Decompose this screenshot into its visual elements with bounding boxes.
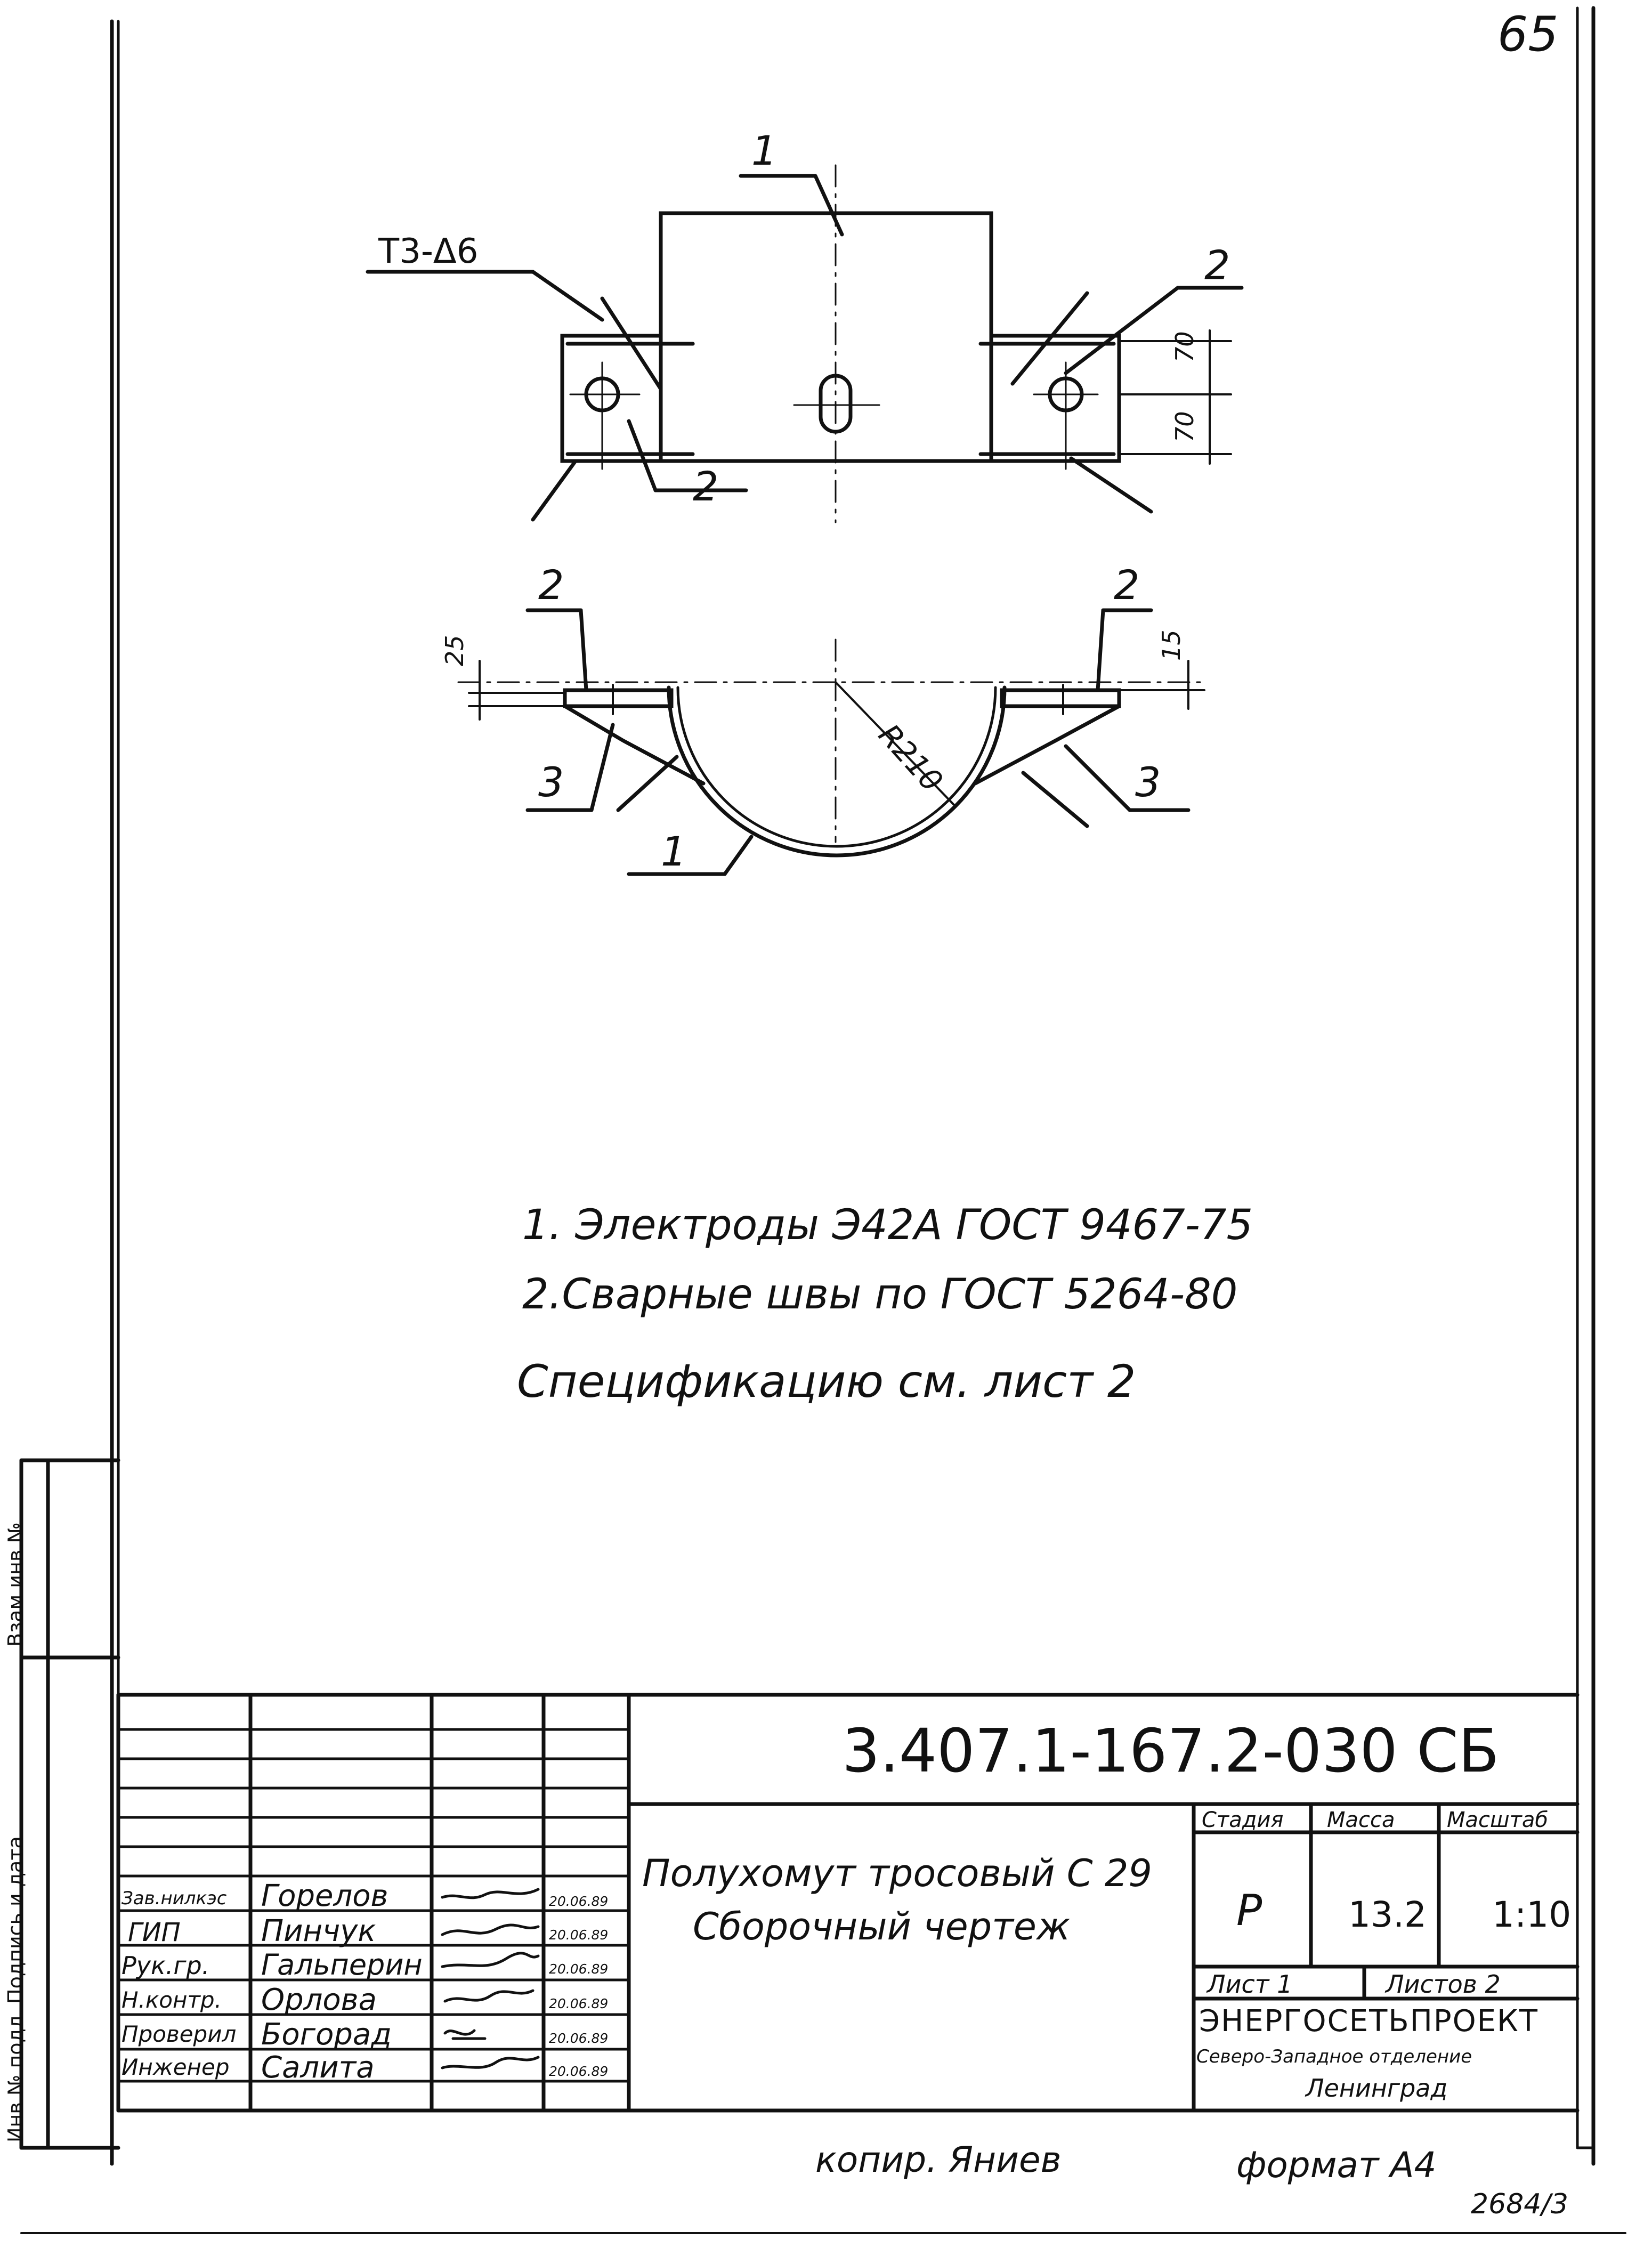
signature-date: 20.06.89 bbox=[549, 2064, 609, 2079]
position-1-top: 1 bbox=[751, 127, 778, 174]
handwritten-signatures bbox=[437, 1881, 544, 2084]
position-2-top-left: 2 bbox=[693, 463, 719, 510]
sheet-number: Лист 1 bbox=[1207, 1970, 1293, 1999]
signature-date: 20.06.89 bbox=[549, 2031, 609, 2046]
dimension-25: 25 bbox=[440, 635, 469, 666]
note-specification: Спецификацию см. лист 2 bbox=[517, 1355, 1136, 1408]
signature-role: Зав.нилкэс bbox=[122, 1888, 227, 1909]
signature-name: Гальперин bbox=[261, 1948, 423, 1982]
position-3-right: 3 bbox=[1135, 758, 1161, 806]
organization-city: Ленинград bbox=[1306, 2074, 1448, 2103]
position-2-top-right: 2 bbox=[1204, 241, 1230, 289]
archive-number: 2684/3 bbox=[1471, 2188, 1568, 2220]
organization-department: Северо-Западное отделение bbox=[1196, 2046, 1472, 2067]
signature-date: 20.06.89 bbox=[549, 1927, 609, 1943]
signature-date: 20.06.89 bbox=[549, 1894, 609, 1909]
position-2-front-left: 2 bbox=[538, 561, 564, 609]
stage-value: Р bbox=[1236, 1886, 1262, 1935]
position-2-front-right: 2 bbox=[1114, 561, 1140, 609]
signature-role: Рук.гр. bbox=[122, 1951, 210, 1980]
signature-name: Орлова bbox=[261, 1983, 377, 2017]
scale-value: 1:10 bbox=[1492, 1894, 1572, 1935]
mass-value: 13.2 bbox=[1348, 1894, 1427, 1935]
note-welds: 2.Сварные швы по ГОСТ 5264-80 bbox=[522, 1271, 1238, 1319]
drawing-title-line1: Полухомут тросовый С 29 bbox=[642, 1851, 1152, 1895]
dimension-15: 15 bbox=[1157, 629, 1186, 661]
signature-role: ГИП bbox=[128, 1918, 181, 1947]
dimension-70-upper: 70 bbox=[1170, 331, 1199, 362]
note-electrodes: 1. Электроды Э42А ГОСТ 9467-75 bbox=[522, 1201, 1253, 1249]
scale-header: Масштаб bbox=[1447, 1808, 1549, 1832]
weld-label: Т3-Δ6 bbox=[378, 232, 479, 271]
paper-format: формат А4 bbox=[1236, 2145, 1437, 2186]
position-1-front: 1 bbox=[661, 828, 687, 875]
organization-name: ЭНЕРГОСЕТЬПРОЕКТ bbox=[1199, 2004, 1539, 2039]
signature-date: 20.06.89 bbox=[549, 1996, 609, 2011]
drawing-title-line2: Сборочный чертеж bbox=[693, 1905, 1071, 1948]
side-stamp-replacement: Взам.инв.№ bbox=[4, 1522, 27, 1647]
signature-name: Салита bbox=[261, 2050, 375, 2085]
document-code: 3.407.1-167.2-030 СБ bbox=[842, 1717, 1500, 1786]
signature-name: Пинчук bbox=[261, 1914, 376, 1948]
side-stamp-signature: Подпись и дата bbox=[4, 1836, 27, 2004]
signature-role: Инженер bbox=[122, 2054, 230, 2080]
side-stamp-inventory: Инв.№ подл. bbox=[4, 2009, 27, 2142]
signature-date: 20.06.89 bbox=[549, 1961, 609, 1977]
signature-name: Богорад bbox=[261, 2017, 392, 2052]
signature-name: Горелов bbox=[261, 1879, 388, 1913]
sheet-count: Листов 2 bbox=[1386, 1970, 1501, 1999]
dimension-70-lower: 70 bbox=[1170, 411, 1199, 442]
signature-role: Проверил bbox=[122, 2021, 237, 2047]
stage-header: Стадия bbox=[1202, 1808, 1284, 1832]
copied-by: копир. Яниев bbox=[815, 2139, 1062, 2180]
signature-role: Н.контр. bbox=[122, 1987, 222, 2013]
page-number: 65 bbox=[1497, 6, 1559, 62]
radius-label: R210 bbox=[871, 717, 950, 799]
mass-header: Масса bbox=[1327, 1808, 1395, 1832]
position-3-left: 3 bbox=[538, 758, 564, 806]
